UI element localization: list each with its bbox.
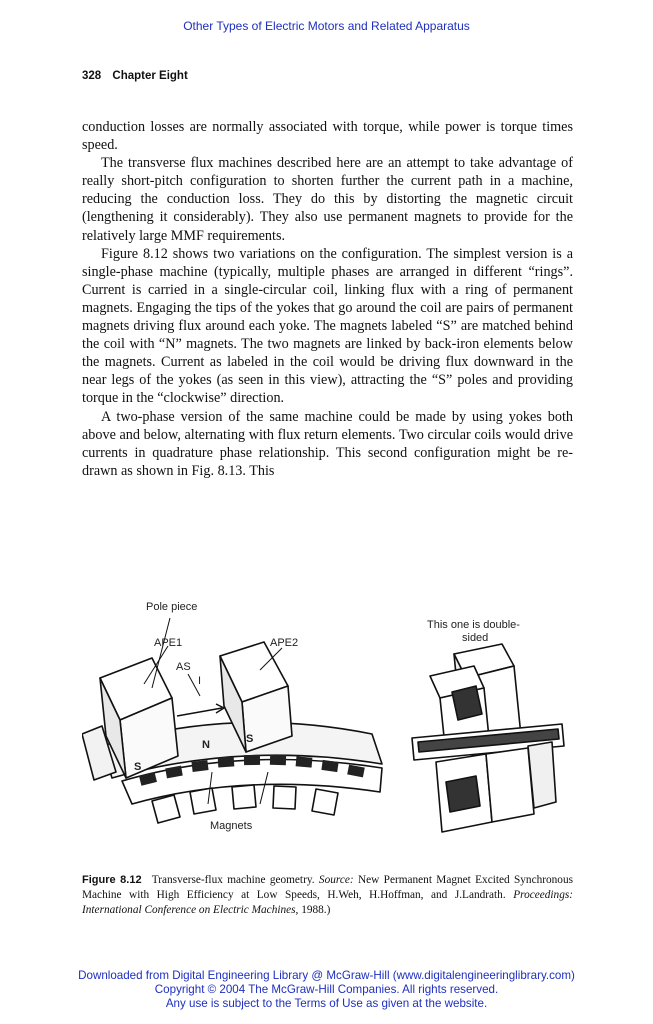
caption-main: Transverse-flux machine geometry. [151, 874, 315, 886]
magnet-label-n: N [202, 739, 210, 751]
label-as: AS [176, 661, 191, 673]
caption-source-text: New Permanent Magnet Excited Synchronous Machine with High Efficiency at Low Speeds, H.Weh, H.Hoffman, and J.Landrath. [82, 874, 573, 901]
label-ape2: APE2 [270, 637, 299, 649]
label-double-sided-2: sided [462, 632, 489, 644]
magnet-label-s2: S [246, 733, 254, 745]
paragraph-3: Figure 8.12 shows two variations on the configuration. The simplest version is a single-phase machine (typically, multiple phases are arranged in different “rings”. Current is carried in a single-circular coil, linking flux with a ring of permanent magnets. Engaging the tips of the yokes that go around the coil are pairs of permanent magnets driving flux around each yoke. The magnets labeled “S” are matched behind the coil with “N” magnets. The two magnets are linked by back-iron elements below the magnets. Current as labeled in the coil would be driving flux downward in the near legs of the yokes (as seen in this view), attracting the “S” poles and providing torque in the “clockwise” direction. [82, 245, 573, 407]
label-pole-piece: Pole piece [146, 601, 198, 613]
caption-year: 1988.) [301, 904, 331, 916]
footer-copyright: Copyright © 2004 The McGraw-Hill Companies. All rights reserved. [154, 983, 499, 996]
label-ape1: APE1 [154, 637, 183, 649]
paragraph-4: A two-phase version of the same machine could be made by using yokes both above and below, alternating with flux return elements. Two circular coils would drive currents in quadrature phase relationship. This second configuration might be re-drawn as shown in Fig. 8.13. This [82, 408, 573, 479]
paragraph-1: conduction losses are normally associated with torque, while power is torque times speed. [82, 119, 573, 154]
page-number: 328 [82, 70, 102, 82]
figure-caption [82, 873, 573, 918]
label-current: I [198, 675, 202, 687]
label-double-sided-1: This one is double- [427, 619, 520, 631]
running-header-title: Other Types of Electric Motors and Related Apparatus [183, 19, 470, 33]
footer-terms-link[interactable]: Any use is subject to the Terms of Use as given at the website. [165, 997, 488, 1010]
caption-proceedings: Proceedings: International Conference on Electric Machines, [82, 889, 573, 916]
paragraph-2: The transverse flux machines described here are an attempt to take advantage of really short-pitch configuration to shorten further the current path in a machine, reducing the conduction loss. They do this by distorting the magnetic circuit (lengthening it considerably). They also use permanent magnets to provide for the relatively large MMF requirements. [82, 155, 573, 244]
footer-download-link[interactable]: Downloaded from Digital Engineering Library @ McGraw-Hill (www.digitalengineeringlibrary.com) [78, 969, 575, 982]
footer [0, 969, 653, 1011]
caption-label: Figure 8.12 [82, 874, 142, 886]
chapter-header [82, 70, 188, 82]
figure-8-12 [82, 596, 573, 866]
figure-drawing [82, 596, 573, 866]
body-text [82, 118, 573, 480]
magnet-label-s1: S [134, 761, 142, 773]
chapter-title: Chapter Eight [112, 70, 188, 82]
caption-source-label: Source: [318, 874, 354, 886]
label-magnets: Magnets [210, 820, 253, 832]
